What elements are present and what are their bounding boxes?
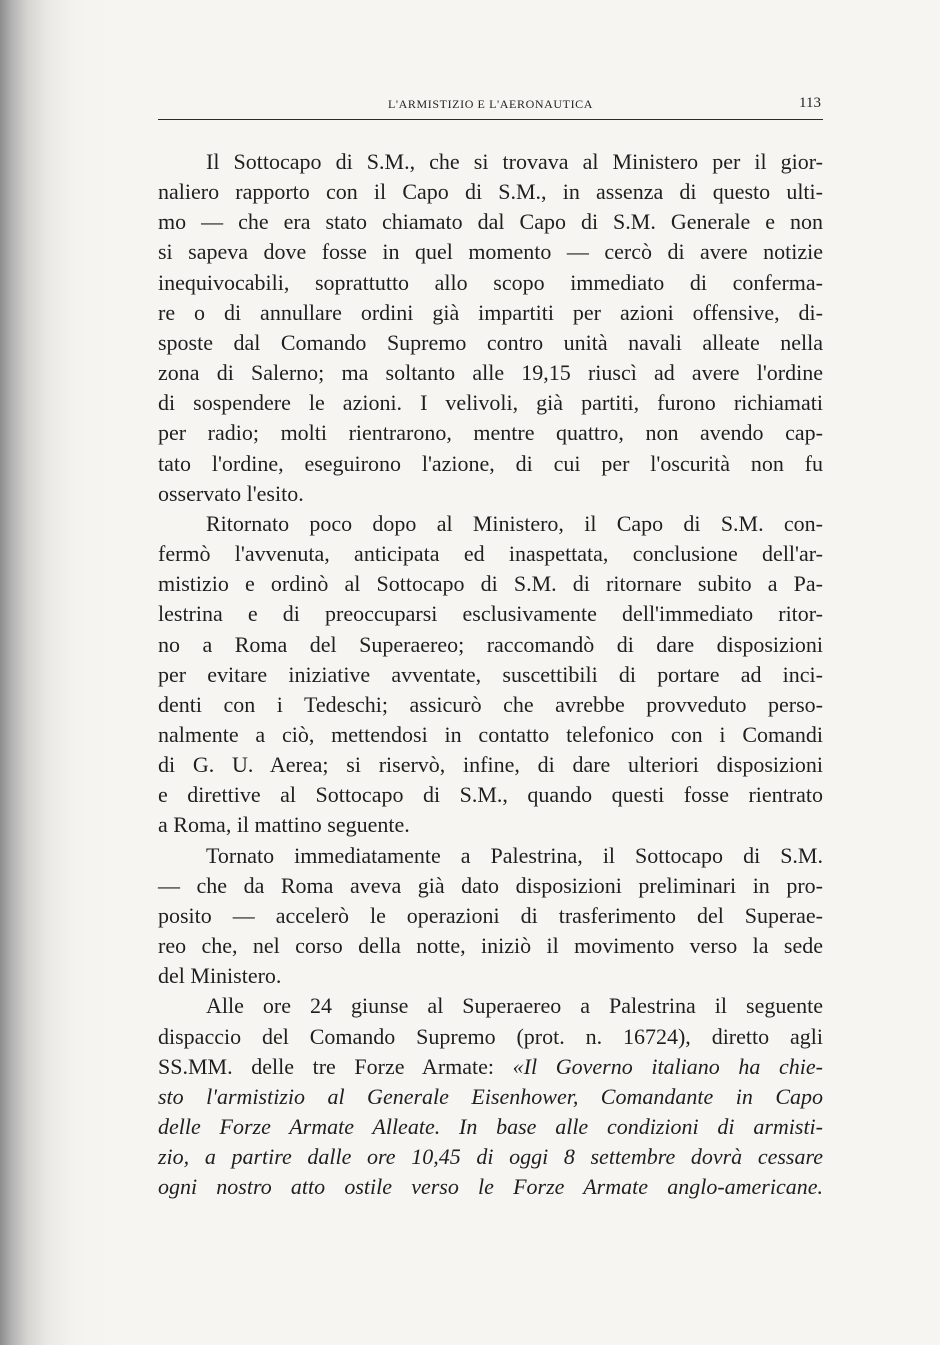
running-title: L'ARMISTIZIO E L'AERONAUTICA <box>387 97 594 111</box>
text-line: di G. U. Aerea; si riservò, infine, di dare ulteriori disposizioni <box>158 752 823 778</box>
text-line: sposte dal Comando Supremo contro unità navali alleate nella <box>158 329 823 355</box>
text-line: naliero rapporto con il Capo di S.M., in assenza di questo ulti- <box>158 179 823 205</box>
text-line: dispaccio del Comando Supremo (prot. n. 16724), diretto agli <box>158 1023 823 1049</box>
text-line: posito — accelerò le operazioni di trasferimento del Superae- <box>158 902 823 928</box>
text-line: denti con i Tedeschi; assicurò che avrebbe provveduto perso- <box>158 691 823 717</box>
running-header <box>158 95 823 120</box>
body-text <box>158 147 823 1202</box>
italic-segment: «Il Governo italiano ha chie- <box>512 1053 823 1079</box>
text-line: e direttive al Sottocapo di S.M., quando questi fosse rientrato <box>158 782 823 808</box>
page-number: 113 <box>799 95 821 111</box>
paragraph-2 <box>158 509 823 841</box>
roman-segment: SS.MM. delle tre Forze Armate: <box>158 1053 513 1079</box>
text-line: no a Roma del Superaereo; raccomandò di dare disposizioni <box>158 631 823 657</box>
text-line: lestrina e di preoccuparsi esclusivamente dell'immediato ritor- <box>158 601 823 627</box>
text-line: del Ministero. <box>158 963 282 989</box>
text-line: Ritornato poco dopo al Ministero, il Capo di S.M. con- <box>206 510 823 536</box>
text-line: di sospendere le azioni. I velivoli, già partiti, furono richiamati <box>158 390 823 416</box>
text-line: per evitare iniziative avventate, suscettibili di portare ad inci- <box>158 661 823 687</box>
text-line: tato l'ordine, eseguirono l'azione, di cui per l'oscurità non fu <box>158 450 823 476</box>
italic-text-line: ogni nostro atto ostile verso le Forze Armate anglo-americane. <box>158 1174 823 1200</box>
text-line: si sapeva dove fosse in quel momento — cercò di avere notizie <box>158 239 823 265</box>
text-line: per radio; molti rientrarono, mentre quattro, non avendo cap- <box>158 420 823 446</box>
text-line: Il Sottocapo di S.M., che si trovava al Ministero per il gior- <box>206 149 823 174</box>
text-line: mo — che era stato chiamato dal Capo di S.M. Generale e non <box>158 209 823 235</box>
italic-text-line: zio, a partire dalle ore 10,45 di oggi 8 settembre dovrà cessare <box>158 1144 823 1170</box>
text-line: reo che, nel corso della notte, iniziò il movimento verso la sede <box>158 933 823 959</box>
text-line: Tornato immediatamente a Palestrina, il Sottocapo di S.M. <box>206 842 823 868</box>
text-line: osservato l'esito. <box>158 480 304 506</box>
text-line-mixed <box>158 1052 823 1082</box>
paragraph-1 <box>158 147 823 509</box>
text-line: re o di annullare ordini già impartiti per azioni offensive, di- <box>158 299 823 325</box>
text-line: Alle ore 24 giunse al Superaereo a Palestrina il seguente <box>206 993 823 1019</box>
paragraph-3 <box>158 841 823 992</box>
paragraph-4 <box>158 991 823 1202</box>
text-line: mistizio e ordinò al Sottocapo di S.M. di ritornare subito a Pa- <box>158 571 823 597</box>
italic-text-line: delle Forze Armate Alleate. In base alle condizioni di armisti- <box>158 1114 823 1139</box>
text-line: inequivocabili, soprattutto allo scopo immediato di conferma- <box>158 269 823 295</box>
text-line: — che da Roma aveva già dato disposizioni preliminari in pro- <box>158 872 823 898</box>
italic-text-line: sto l'armistizio al Generale Eisenhower, Comandante in Capo <box>158 1083 823 1109</box>
text-line: a Roma, il mattino seguente. <box>158 812 410 838</box>
text-line: zona di Salerno; ma soltanto alle 19,15 riuscì ad avere l'ordine <box>158 360 823 386</box>
text-line: nalmente a ciò, mettendosi in contatto telefonico con i Comandi <box>158 721 823 747</box>
text-line: fermò l'avvenuta, anticipata ed inaspettata, conclusione dell'ar- <box>158 541 823 567</box>
